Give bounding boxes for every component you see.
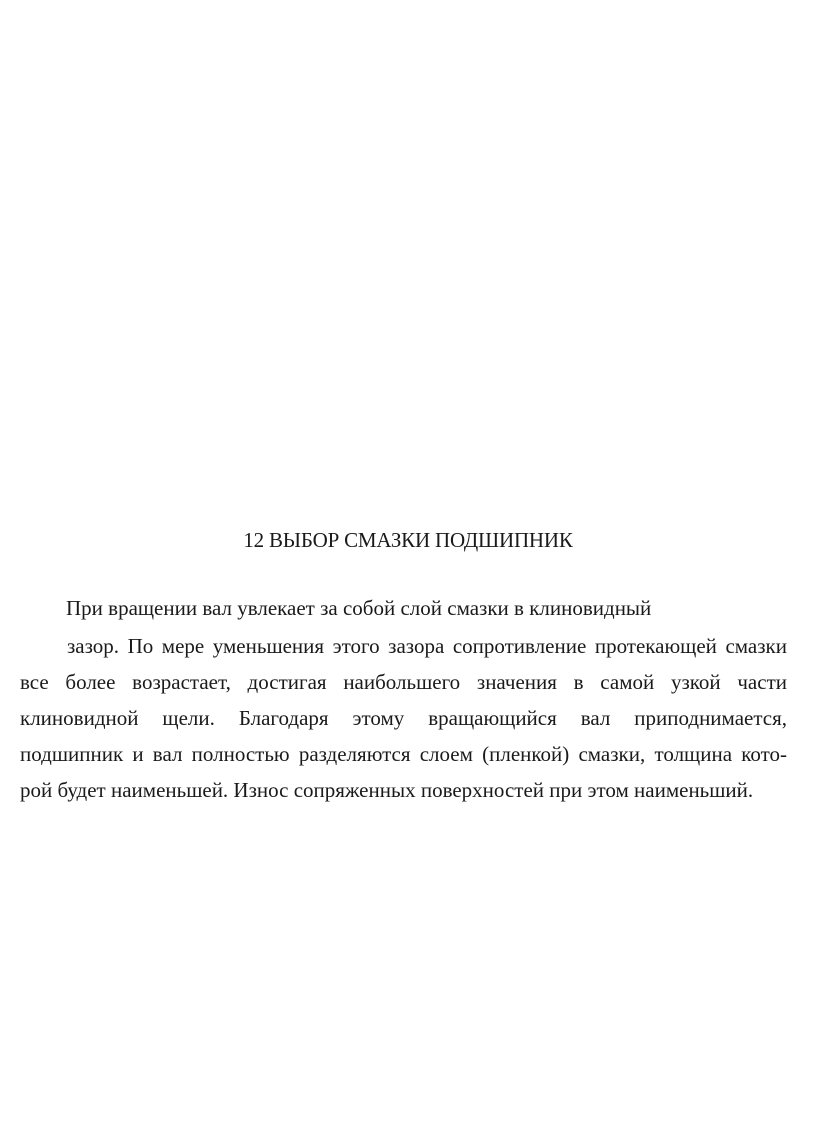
paragraph-line: зазор. По мере уменьшения этого зазора сопротивление протекающей смазки — [67, 634, 787, 658]
paragraph-first-line: При вращении вал увлекает за собой слой смазки в клиновидный — [66, 596, 652, 620]
paragraph-line: клиновидной щели. Благодаря этому вращающийся вал приподнимается, — [20, 706, 787, 730]
section-heading: 12 ВЫБОР СМАЗКИ ПОДШИПНИК — [243, 528, 573, 552]
paragraph-line: подшипник и вал полностью разделяются слоем (пленкой) смазки, толщина кото- — [20, 742, 787, 766]
paragraph-line: рой будет наименьшей. Износ сопряженных поверхностей при этом наименьший. — [20, 778, 754, 802]
paragraph-line: все более возрастает, достигая наибольшего значения в самой узкой части — [20, 670, 787, 694]
paragraph-body — [20, 628, 787, 808]
